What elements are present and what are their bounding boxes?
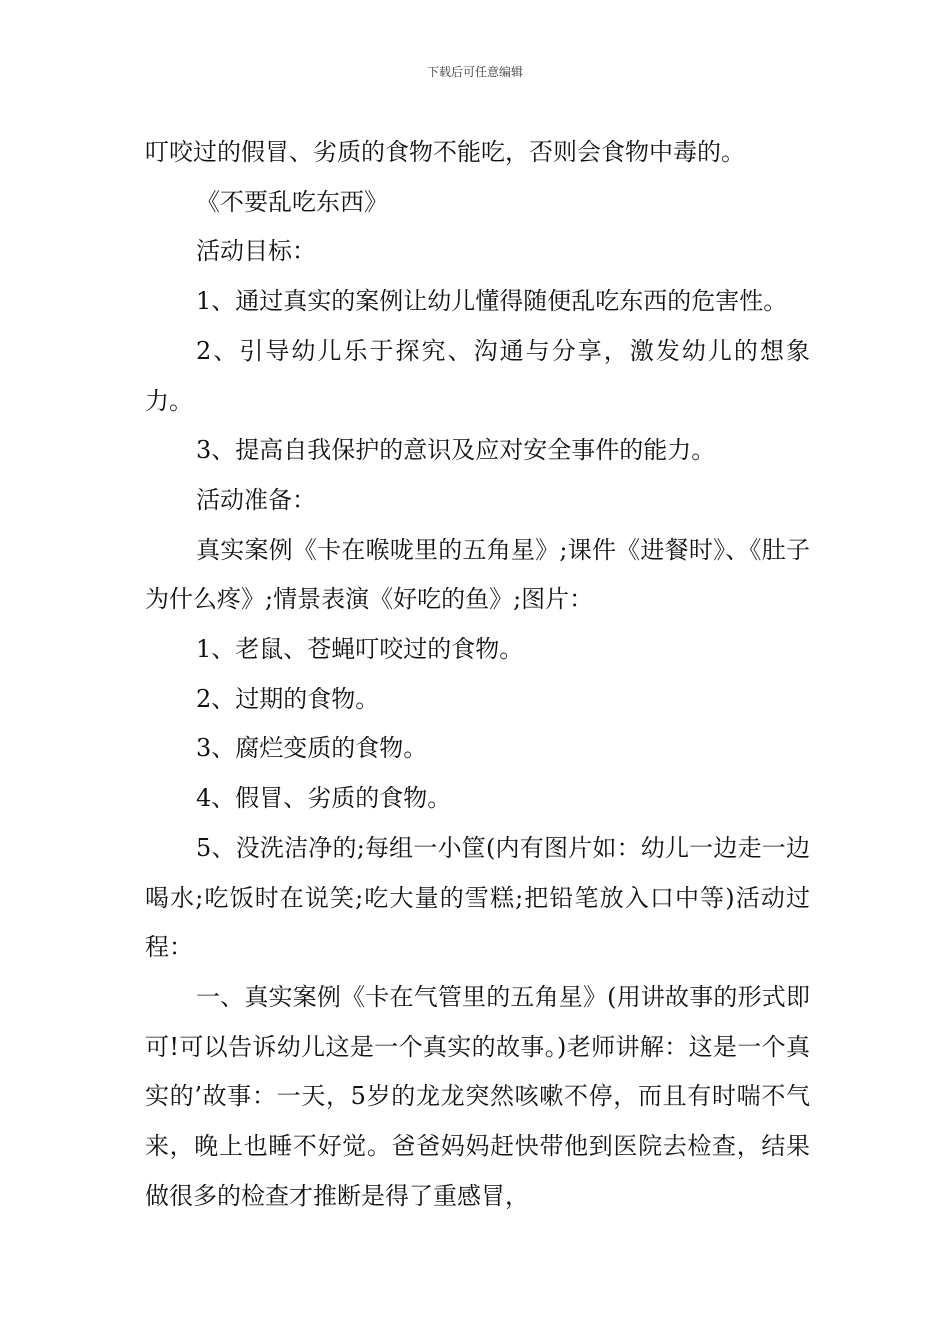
paragraph: 2、引导幼儿乐于探究、沟通与分享，激发幼儿的想象力。: [145, 336, 810, 415]
page-header: 下载后可任意编辑: [426, 65, 523, 79]
paragraph: 1、老鼠、苍蝇叮咬过的食物。: [196, 635, 524, 664]
paragraph: 2、过期的食物。: [196, 684, 380, 713]
paragraph: 5、没洗洁净的;每组一小筐(内有图片如：幼儿一边走一边喝水;吃饭时在说笑;吃大量的雪糕;把铅笔放入口中等)活动过程：: [145, 833, 810, 962]
paragraph: 叮咬过的假冒、劣质的食物不能吃，否则会食物中毒的。: [145, 138, 745, 166]
paragraph: 活动准备：: [196, 485, 316, 514]
paragraph: 4、假冒、劣质的食物。: [196, 784, 452, 813]
document-body: [145, 128, 810, 1221]
paragraph: 活动目标：: [196, 237, 316, 266]
paragraph: 一、真实案例《卡在气管里的五角星》(用讲故事的形式即可!可以告诉幼儿这是一个真实的故事。)老师讲解：这是一个真实的’故事：一天，5岁的龙龙突然咳嗽不停，而且有时喘不气来，晚上也睡不好觉。爸爸妈妈赶快带他到医院去检查，结果做很多的检查才推断是得了重感冒，: [145, 982, 810, 1210]
paragraph: 3、提高自我保护的意识及应对安全事件的能力。: [196, 436, 716, 465]
paragraph: 《不要乱吃东西》: [196, 187, 388, 216]
paragraph: 1、通过真实的案例让幼儿懂得随便乱吃东西的危害性。: [196, 287, 788, 316]
paragraph: 真实案例《卡在喉咙里的五角星》;课件《进餐时》、《肚子为什么疼》;情景表演《好吃的鱼》;图片：: [145, 535, 810, 614]
paragraph: 3、腐烂变质的食物。: [196, 734, 428, 763]
